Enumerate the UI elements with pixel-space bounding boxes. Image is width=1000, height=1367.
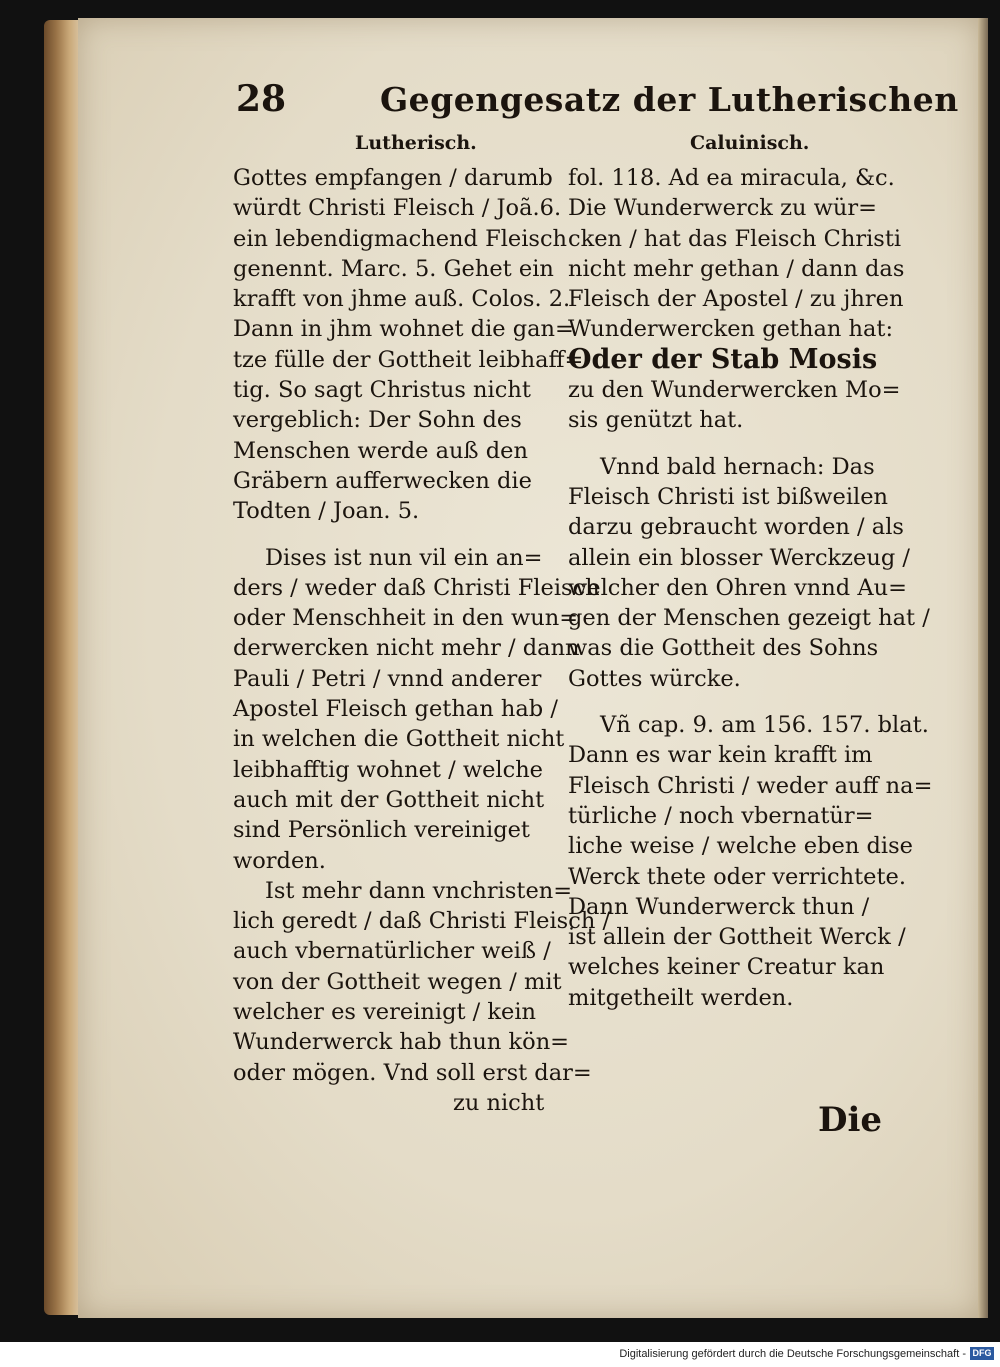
text-line: Dann in jhm wohnet die gan= xyxy=(233,316,574,343)
column-head-left: Lutherisch. xyxy=(355,132,477,154)
text-line: Vnnd bald hernach: Das xyxy=(600,453,875,480)
page-edge xyxy=(978,18,988,1318)
text-line: Fleisch Christi ist bißweilen xyxy=(568,483,889,510)
text-line: genennt. Marc. 5. Gehet ein xyxy=(233,255,554,282)
text-line: oder mögen. Vnd soll erst dar= xyxy=(233,1059,592,1086)
text-line: Dises ist nun vil ein an= xyxy=(265,544,543,571)
left-column xyxy=(233,163,611,1118)
text-line: Fleisch der Apostel / zu jhren xyxy=(568,286,904,313)
text-line: mitgetheilt werden. xyxy=(568,984,794,1011)
text-line: Pauli / Petri / vnnd anderer xyxy=(233,665,542,692)
paragraph-gap xyxy=(568,436,893,452)
text-line: Die Wunderwerck zu wür= xyxy=(568,195,877,222)
text-line: zu den Wunderwercken Mo= xyxy=(568,377,901,404)
dfg-logo-icon: DFG xyxy=(970,1347,994,1360)
paragraph-gap xyxy=(568,694,893,710)
text-line: nicht mehr gethan / dann das xyxy=(568,255,905,282)
text-line: welcher den Ohren vnnd Au= xyxy=(568,574,907,601)
text-line: ist allein der Gottheit Werck / xyxy=(568,924,906,951)
text-line: derwercken nicht mehr / dann xyxy=(233,635,580,662)
text-line: cken / hat das Fleisch Christi xyxy=(568,225,902,252)
text-line: fol. 118. Ad ea miracula, &c. xyxy=(568,165,895,191)
text-line: tze fülle der Gottheit leibhaff= xyxy=(233,346,584,373)
text-line: leibhafftig wohnet / welche xyxy=(233,756,544,783)
text-line: ders / weder daß Christi Fleisch xyxy=(233,574,600,601)
column-head-right: Caluinisch. xyxy=(690,132,810,154)
text-line: vergeblich: Der Sohn des xyxy=(233,407,522,434)
text-line: Apostel Fleisch gethan hab / xyxy=(233,696,558,723)
text-line: krafft von jhme auß. Colos. 2. xyxy=(233,286,571,313)
text-line: auch mit der Gottheit nicht xyxy=(233,786,545,813)
text-line: Dann es war kein krafft im xyxy=(568,742,873,769)
text-line: Gottes empfangen / darumb xyxy=(233,165,553,191)
text-line: worden. xyxy=(233,847,326,874)
text-line: Vñ cap. 9. am 156. 157. blat. xyxy=(600,712,929,739)
text-line: welcher es vereinigt / kein xyxy=(233,999,537,1026)
text-line: ein lebendigmachend Fleisch xyxy=(233,225,568,252)
text-line: Wunderwercken gethan hat: xyxy=(568,316,894,343)
text-line: Gräbern aufferwecken die xyxy=(233,467,532,494)
text-line: was die Gottheit des Sohns xyxy=(568,635,879,662)
text-line: Werck thete oder verrichtete. xyxy=(568,863,906,890)
text-line: auch vbernatürlicher weiß / xyxy=(233,938,551,965)
running-head: Gegengesatz der Lutherischen xyxy=(380,80,959,119)
text-line: türliche / noch vbernatür= xyxy=(568,802,874,829)
text-line: Fleisch Christi / weder auff na= xyxy=(568,772,933,799)
right-column xyxy=(568,163,933,1013)
text-line: zu nicht xyxy=(453,1089,545,1116)
text-line: würdt Christi Fleisch / Joã.6. xyxy=(233,195,562,222)
text-line: liche weise / welche eben dise xyxy=(568,833,913,860)
book-edge xyxy=(44,20,80,1315)
text-line: Ist mehr dann vnchristen= xyxy=(265,877,573,904)
footer-credit: Digitalisierung gefördert durch die Deutsche Forschungsgemeinschaft - xyxy=(619,1348,966,1360)
text-line: Gottes würcke. xyxy=(568,665,741,692)
text-line: Menschen werde auß den xyxy=(233,437,528,464)
text-line: lich geredt / daß Christi Fleisch / xyxy=(233,908,611,935)
text-line: allein ein blosser Werckzeug / xyxy=(568,544,910,571)
text-line: Todten / Joan. 5. xyxy=(233,498,420,525)
text-line: sind Persönlich vereiniget xyxy=(233,817,530,844)
page-number: 28 xyxy=(236,78,287,120)
catchword: Die xyxy=(818,1100,883,1140)
text-line: welches keiner Creatur kan xyxy=(568,954,885,981)
text-line: von der Gottheit wegen / mit xyxy=(233,968,562,995)
text-line: sis genützt hat. xyxy=(568,407,744,434)
text-line: darzu gebraucht worden / als xyxy=(568,514,904,541)
text-line: in welchen die Gottheit nicht xyxy=(233,726,565,753)
text-line: gen der Menschen gezeigt hat / xyxy=(568,605,930,632)
text-line: tig. So sagt Christus nicht xyxy=(233,377,531,404)
paragraph-gap xyxy=(233,527,558,543)
text-line: Oder der Stab Mosis xyxy=(568,343,878,375)
text-line: Dann Wunderwerck thun / xyxy=(568,893,870,920)
text-line: oder Menschheit in den wun= xyxy=(233,605,579,632)
text-line: Wunderwerck hab thun kön= xyxy=(233,1029,570,1056)
